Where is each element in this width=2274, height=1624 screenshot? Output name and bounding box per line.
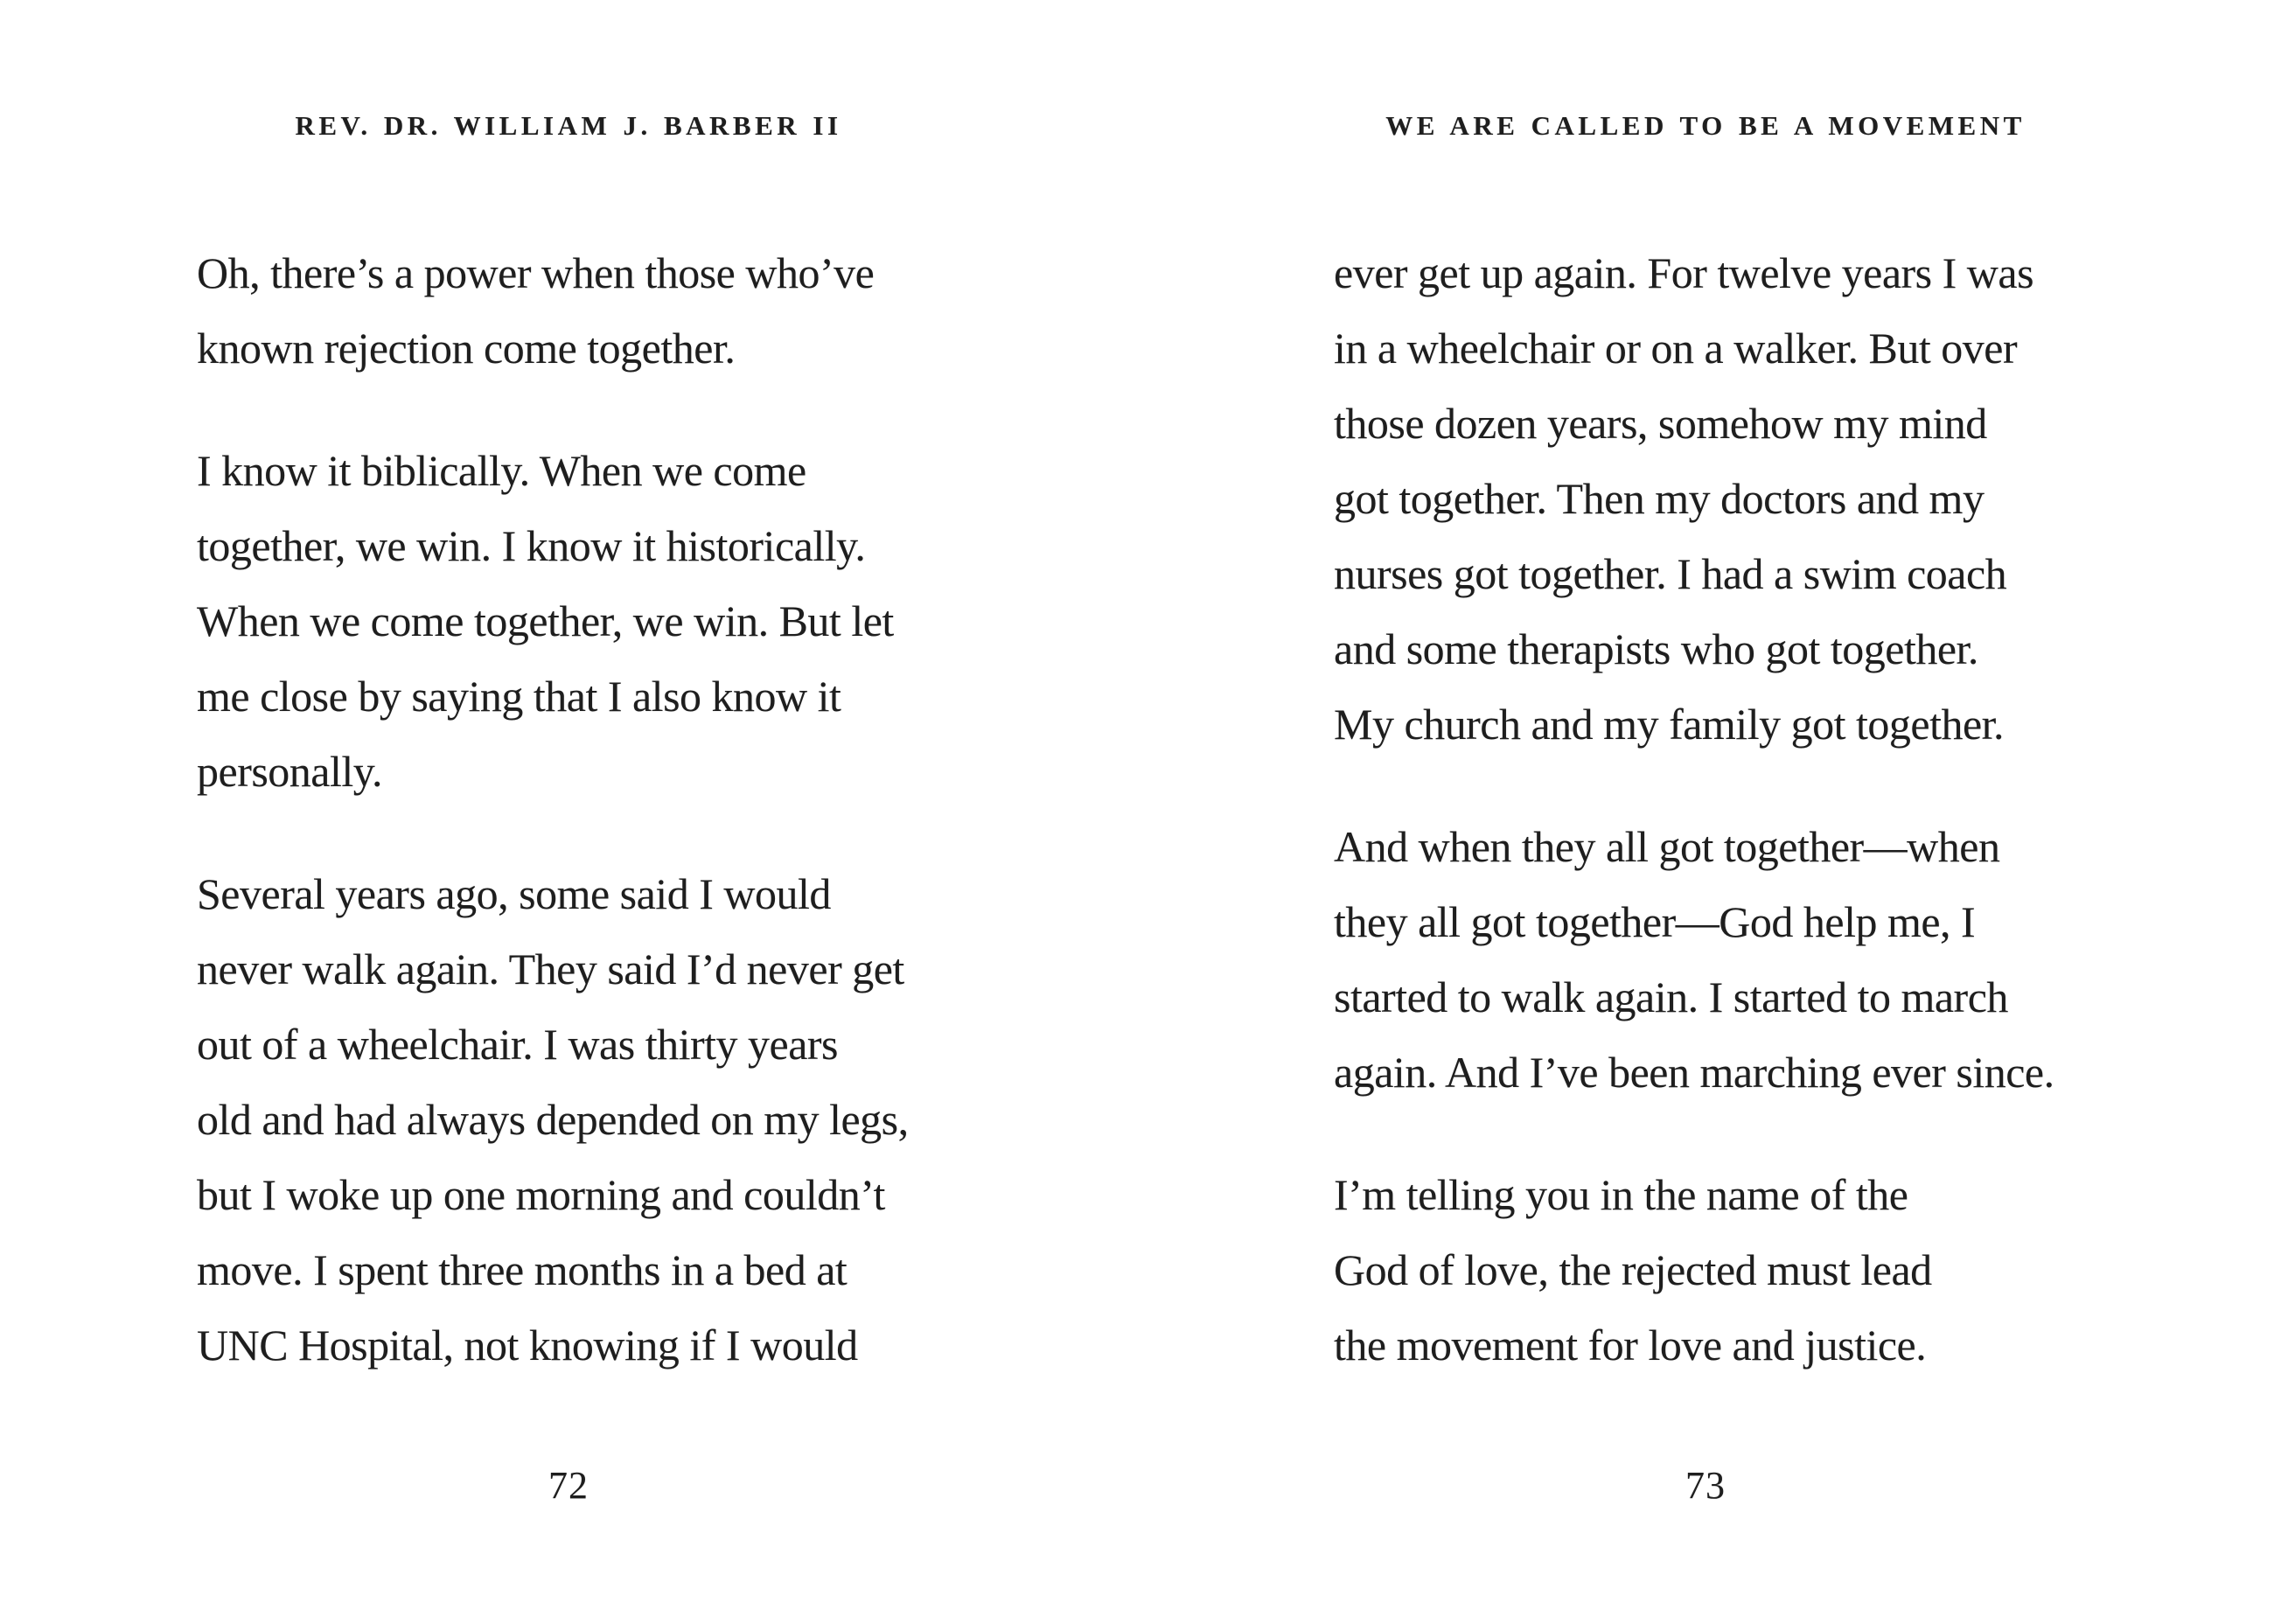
text-line: got together. Then my doctors and my: [1334, 474, 1985, 523]
left-running-head: REV. DR. WILLIAM J. BARBER II: [295, 110, 842, 141]
text-line: never walk again. They said I’d never get: [197, 944, 904, 993]
text-line: they all got together—God help me, I: [1334, 897, 1976, 946]
text-line: God of love, the rejected must lead: [1334, 1245, 1932, 1294]
left-page-number: 72: [548, 1464, 589, 1507]
text-line: started to walk again. I started to march: [1334, 972, 2008, 1021]
right-running-head: WE ARE CALLED TO BE A MOVEMENT: [1385, 110, 2026, 141]
text-line: again. And I’ve been marching ever since.: [1334, 1048, 2054, 1097]
text-line: When we come together, we win. But let: [197, 596, 894, 645]
text-line: out of a wheelchair. I was thirty years: [197, 1020, 839, 1069]
paragraph: [1334, 809, 2121, 1110]
text-line: old and had always depended on my legs,: [197, 1095, 909, 1144]
text-line: And when they all got together—when: [1334, 822, 2000, 871]
text-line: known rejection come together.: [197, 324, 736, 373]
paragraph: [197, 433, 984, 809]
text-line: My church and my family got together.: [1334, 700, 2005, 749]
paragraph: [1334, 1157, 2121, 1383]
text-line: UNC Hospital, not knowing if I would: [197, 1321, 858, 1370]
left-page-body: [197, 235, 984, 1430]
text-line: me close by saying that I also know it: [197, 672, 841, 721]
text-line: Several years ago, some said I would: [197, 869, 831, 918]
text-line: personally.: [197, 747, 383, 796]
paragraph: [1334, 235, 2121, 762]
right-page-body: [1334, 235, 2121, 1430]
text-line: the movement for love and justice.: [1334, 1321, 1927, 1370]
right-page: [1137, 0, 2274, 1624]
paragraph: [197, 235, 984, 386]
text-line: and some therapists who got together.: [1334, 624, 1978, 673]
paragraph: [197, 856, 984, 1383]
text-line: I know it biblically. When we come: [197, 446, 806, 495]
text-line: together, we win. I know it historically.: [197, 521, 866, 570]
text-line: nurses got together. I had a swim coach: [1334, 549, 2007, 598]
right-page-number: 73: [1685, 1464, 1726, 1507]
text-line: but I woke up one morning and couldn’t: [197, 1170, 885, 1219]
text-line: Oh, there’s a power when those who’ve: [197, 248, 875, 297]
text-line: I’m telling you in the name of the: [1334, 1170, 1908, 1219]
text-line: those dozen years, somehow my mind: [1334, 399, 1987, 448]
text-line: in a wheelchair or on a walker. But over: [1334, 324, 2018, 373]
text-line: move. I spent three months in a bed at: [197, 1245, 848, 1294]
text-line: ever get up again. For twelve years I was: [1334, 248, 2034, 297]
